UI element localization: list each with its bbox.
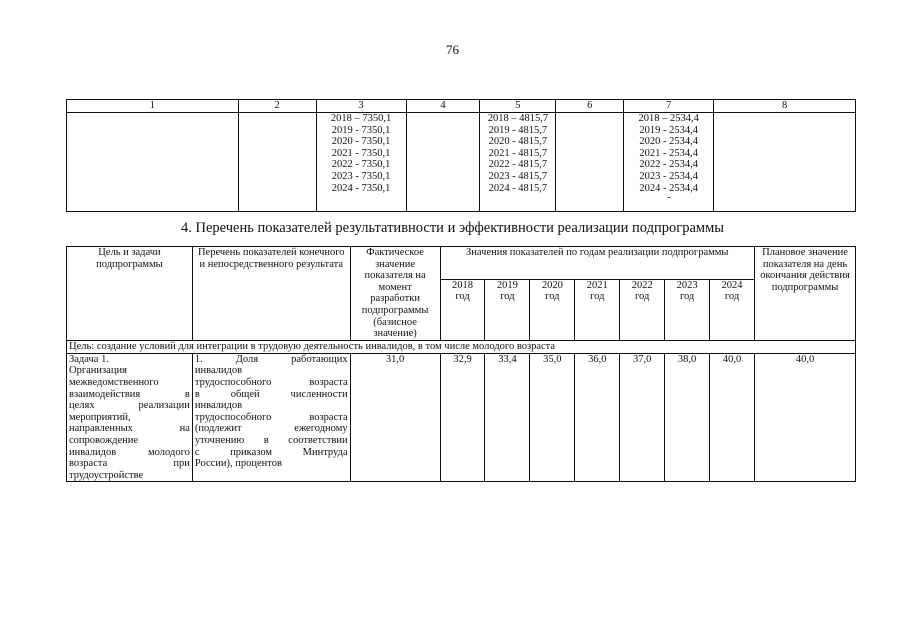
col-number: 3 [316, 100, 406, 113]
funding-list-col7 [624, 113, 714, 212]
header-year: 2021 год [575, 279, 620, 340]
empty-cell [406, 113, 480, 212]
funding-row [67, 113, 856, 212]
header-yearly-values: Значения показателей по годам реализации подпрограммы [440, 247, 754, 280]
year-value: 35,0 [530, 353, 575, 482]
col-number: 5 [480, 100, 556, 113]
year-value: 32,9 [440, 353, 485, 482]
funding-value: 2023 - 2534,4 [639, 170, 699, 182]
funding-value: 2020 - 7350,1 [331, 136, 391, 148]
funding-value: 2020 - 4815,7 [488, 136, 548, 148]
task-row [67, 353, 856, 482]
funding-value: 2018 – 2534,4 [638, 113, 699, 124]
header-year: 2024 год [710, 279, 755, 340]
year-value: 33,4 [485, 353, 530, 482]
empty-cell [714, 113, 856, 212]
header-year: 2023 год [665, 279, 710, 340]
empty-cell [556, 113, 624, 212]
header-indicator-list: Перечень показателей конечного и непосредственного результата [192, 247, 350, 341]
page-number: 76 [446, 42, 459, 57]
empty-cell [238, 113, 316, 212]
funding-value: 2023 - 4815,7 [488, 170, 548, 182]
funding-value: 2024 - 2534,4 [639, 182, 699, 194]
task-cell: Задача 1. Организация межведомственного взаимодействия в целях реализации мероприятий, направленных на сопровождение инвалидов молодого возраста при трудоустройстве [67, 353, 193, 482]
header-actual-value: Фактическое значение показателя на момент разработки подпрограммы (базисное значение) [350, 247, 440, 341]
header-year: 2020 год [530, 279, 575, 340]
continuation-table [66, 99, 856, 212]
funding-value: 2023 - 7350,1 [331, 170, 391, 182]
year-value: 40,0 [710, 353, 755, 482]
funding-value: 2018 – 7350,1 [330, 113, 392, 124]
goal-text: Цель: создание условий для интеграции в трудовую деятельность инвалидов, в том числе молодого возраста [67, 340, 856, 353]
col-number: 2 [238, 100, 316, 113]
funding-value: 2018 – 4815,7 [487, 113, 549, 124]
year-value: 38,0 [665, 353, 710, 482]
goal-row [67, 340, 856, 353]
section-title: 4. Перечень показателей результативности и эффективности реализации подпрограммы [180, 220, 725, 236]
col-number: 1 [67, 100, 239, 113]
funding-value: 2021 - 7350,1 [331, 147, 391, 159]
col-number: 7 [624, 100, 714, 113]
funding-value: 2022 - 4815,7 [488, 159, 548, 171]
funding-total-list [316, 113, 406, 212]
col-number: 6 [556, 100, 624, 113]
col-number: 4 [406, 100, 480, 113]
funding-value: 2021 - 4815,7 [488, 147, 548, 159]
funding-dash: - [666, 192, 671, 204]
funding-list-col5 [480, 113, 556, 212]
funding-value: 2019 - 2534,4 [639, 124, 699, 136]
empty-cell [67, 113, 239, 212]
planned-value: 40,0 [755, 353, 856, 482]
indicators-table [66, 246, 856, 482]
header-planned-value: Плановое значение показателя на день окончания действия подпрограммы [755, 247, 856, 341]
header-row-1 [67, 247, 856, 280]
funding-value: 2019 - 4815,7 [488, 124, 548, 136]
indicator-cell: 1. Доля работающих инвалидов трудоспособного возраста в общей численности инвалидов трудоспособного возраста (подлежит ежегодному уточнению в соответствии с приказом Минтруда России), процентов [192, 353, 350, 482]
funding-value: 2024 - 4815,7 [488, 182, 548, 194]
col-number: 8 [714, 100, 856, 113]
funding-value: 2019 - 7350,1 [331, 124, 391, 136]
funding-value: 2022 - 2534,4 [639, 159, 699, 171]
header-year: 2019 год [485, 279, 530, 340]
funding-value: 2022 - 7350,1 [331, 159, 391, 171]
funding-value: 2020 - 2534,4 [639, 136, 699, 148]
header-year: 2022 год [620, 279, 665, 340]
column-number-row [67, 100, 856, 113]
actual-value: 31,0 [350, 353, 440, 482]
header-goal: Цель и задачи подпрограммы [67, 247, 193, 341]
funding-value: 2024 - 7350,1 [331, 182, 391, 194]
year-value: 36,0 [575, 353, 620, 482]
funding-value: 2021 - 2534,4 [639, 147, 699, 159]
header-year: 2018 год [440, 279, 485, 340]
year-value: 37,0 [620, 353, 665, 482]
